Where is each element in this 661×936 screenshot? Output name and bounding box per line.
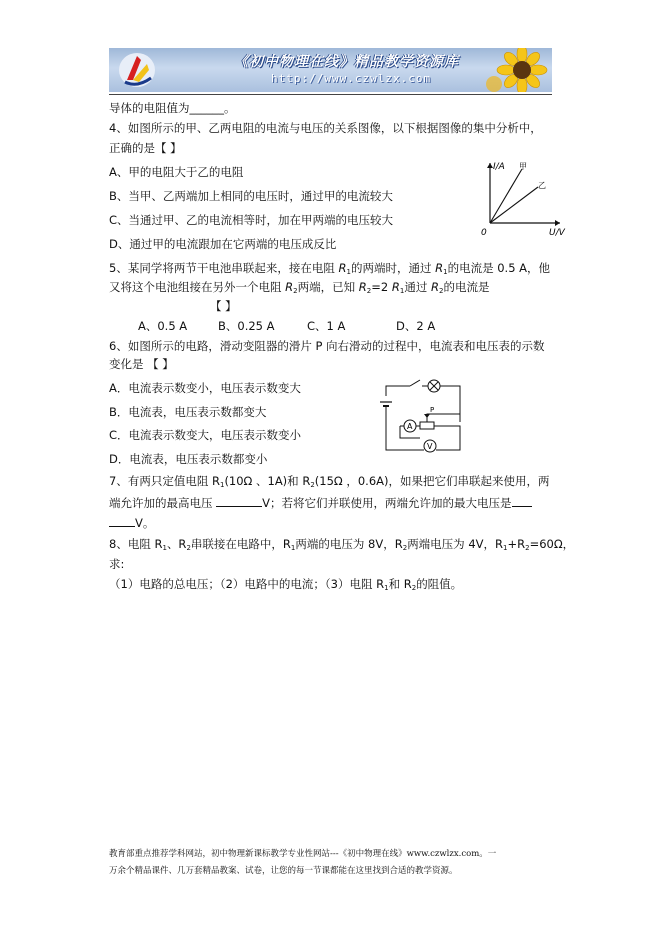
- footer-line-2: 万余个精品课件、几万套精品教案、试卷，让您的每一节课都能在这里找到合适的教学资源。: [109, 866, 458, 876]
- graph-line-a-label: 甲: [519, 162, 527, 171]
- question-5-stem-cont: 又将这个电池组接在另外一个电阻 $R_2$两端，已知 $R_2=2$ $R_1$通过 $R_2$的电流是: [109, 280, 490, 295]
- question-6-option-a: A．电流表示数变小，电压表示数变大: [109, 381, 301, 395]
- graph-line-b-label: 乙: [538, 181, 546, 190]
- question-5-option-a: A、0.5 A: [138, 319, 188, 333]
- prev-question-tail: 导体的电阻值为______。: [109, 101, 236, 115]
- iu-graph-figure: [478, 157, 570, 237]
- slider-label: P: [430, 406, 435, 414]
- question-5-answer-bracket: 【 】: [210, 299, 237, 313]
- question-4-option-a: A、甲的电阻大于乙的电阻: [109, 165, 244, 179]
- question-6-option-c: C．电流表示数变大，电压表示数变小: [109, 428, 302, 442]
- question-7-stem-cont: 端允许加的最高电压 V；若将它们并联使用，两端允许加的最大电压是: [109, 495, 532, 510]
- question-4-option-c: C、当通过甲、乙的电流相等时，加在甲两端的电压较大: [109, 213, 394, 227]
- header-rule: [109, 94, 552, 95]
- graph-x-label: U/V: [549, 228, 565, 237]
- question-4-stem-cont: 正确的是【 】: [109, 141, 182, 155]
- graph-y-label: I/A: [493, 162, 505, 172]
- sunflower-icon: [482, 48, 552, 92]
- footer-line-1: 教育部重点推荐学科网站，初中物理新课标教学专业性网站---《初中物理在线》www.czwlzx.com。一: [109, 849, 497, 859]
- answer-blank[interactable]: [109, 515, 135, 527]
- question-4-option-d: D、通过甲的电流跟加在它两端的电压成反比: [109, 237, 337, 251]
- site-logo: [117, 50, 157, 90]
- question-6-stem-cont: 变化是 【 】: [109, 357, 174, 371]
- ammeter-label: A: [407, 422, 413, 431]
- question-7-stem-end: V。: [109, 515, 154, 530]
- circuit-diagram-figure: [376, 376, 468, 458]
- question-6-stem: 6、如图所示的电路，滑动变阻器的滑片 P 向右滑动的过程中，电流表和电压表的示数: [109, 339, 545, 353]
- question-8-stem: 8、电阻 $R_1$、$R_2$串联接在电路中，$R_1$两端的电压为 8V，$R_2$两端电压为 4V，$R_1+R_2=60\Omega$，: [109, 537, 575, 552]
- graph-origin: 0: [481, 228, 487, 237]
- question-8-stem-cont: 求:: [109, 557, 125, 571]
- question-6-option-d: D．电流表，电压表示数都变小: [109, 452, 268, 466]
- question-5-option-b: B、0.25 A: [218, 319, 275, 333]
- question-8-subquestions: （1）电路的总电压；（2）电路中的电流；（3）电阻 $R_1$和 $R_2$的阻值。: [109, 577, 463, 592]
- question-4-stem: 4、如图所示的甲、乙两电阻的电流与电压的关系图像，以下根据图像的集中分析中，: [109, 121, 542, 135]
- question-7-stem: 7、有两只定值电阻 $R_1(10\Omega$ 、1A)和 $R_2(15\Omega$ ，0.6A)，如果把它们串联起来使用，两: [109, 474, 550, 489]
- question-4-option-b: B、当甲、乙两端加上相同的电压时，通过甲的电流较大: [109, 189, 393, 203]
- voltmeter-label: V: [427, 442, 433, 451]
- answer-blank[interactable]: [512, 495, 532, 507]
- header-banner: [109, 48, 552, 92]
- question-5-option-d: D、2 A: [396, 319, 436, 333]
- question-6-option-b: B．电流表，电压表示数都变大: [109, 405, 267, 419]
- answer-blank[interactable]: [216, 495, 262, 507]
- banner-title: 《初中物理在线》精品教学资源库: [234, 54, 459, 70]
- question-5-option-c: C、1 A: [307, 319, 346, 333]
- banner-url[interactable]: http://www.czwlzx.com: [271, 72, 432, 85]
- question-5-stem: 5、某同学将两节干电池串联起来，接在电阻 $R_1$的两端时，通过 $R_1$的电流是 0.5 A，他: [109, 261, 551, 276]
